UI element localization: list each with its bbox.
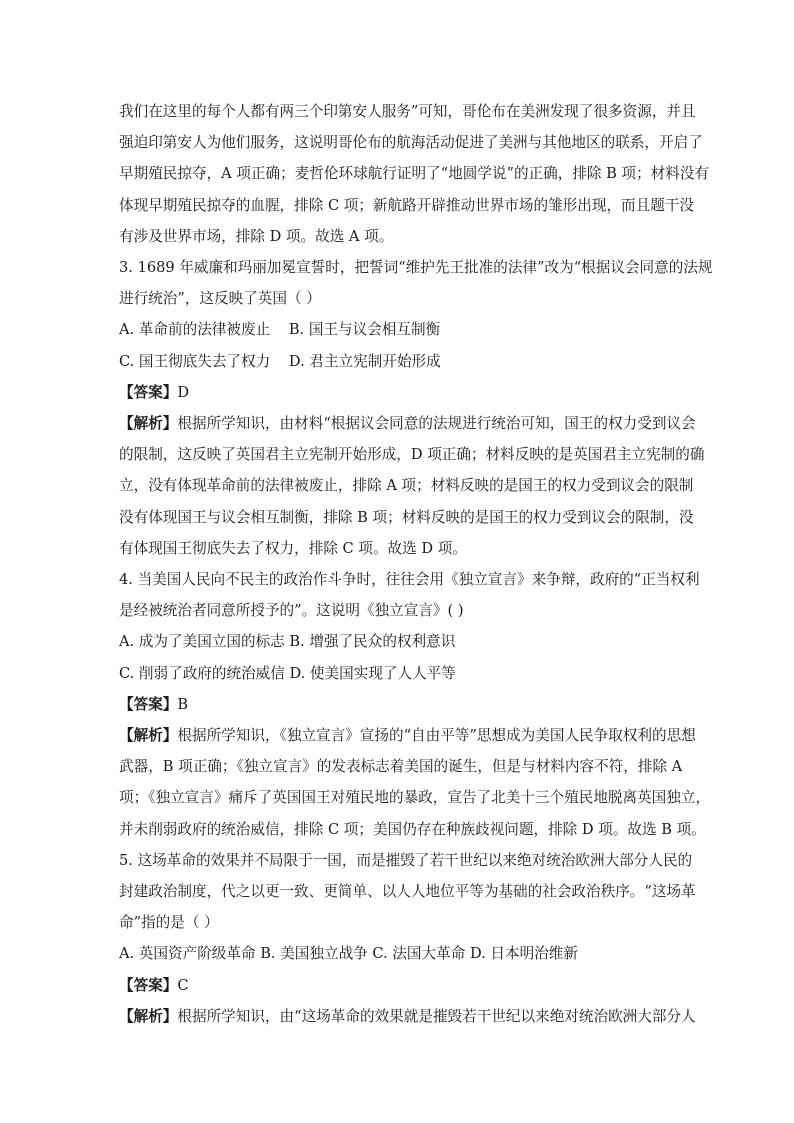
answer-value: B — [177, 695, 189, 713]
option-row — [119, 346, 679, 377]
question-line: 4. 当美国人民向不民主的政治作斗争时，往往会用《独立宣言》来争辩，政府的“正当权利 — [119, 571, 700, 589]
text-line: 有体现国王彻底失去了权力，排除 C 项。故选 D 项。 — [119, 539, 467, 557]
text-line: 根据所学知识，由“这场革命的效果就是摧毁若干世纪以来绝对统治欧洲大部分人 — [177, 1007, 696, 1025]
document-page — [119, 96, 713, 1032]
answer-value: D — [177, 383, 190, 401]
analysis-tag: 【解析】 — [119, 727, 178, 745]
answer-tag: 【答案】 — [119, 976, 178, 994]
answer-4 — [119, 689, 679, 720]
question-line: 是经被统治者同意所授予的”。这说明《独立宣言》( ) — [119, 602, 464, 620]
option-row: C. 削弱了政府的统治威信 D. 使美国实现了人人平等 — [119, 664, 456, 682]
option-c: C. 国王彻底失去了权力 — [119, 352, 271, 370]
analysis-4 — [119, 720, 711, 845]
text-line: 有涉及世界市场，排除 D 项。故选 A 项。 — [119, 227, 394, 245]
text-line: 早期殖民掠夺，A 项正确；麦哲伦环球航行证明了“地圆学说”的正确，排除 B 项；材料没有 — [119, 165, 710, 183]
text-line: 根据所学知识，由材料“根据议会同意的法规进行统治可知，国王的权力受到议会 — [177, 415, 696, 433]
question-line: 封建政治制度，代之以更一致、更简单、以人人地位平等为基础的社会政治秩序。“这场革 — [119, 883, 696, 901]
text-line: 并未削弱政府的统治威信，排除 C 项；美国仍存在种族歧视问题，排除 D 项。故选 B 项。 — [119, 820, 706, 838]
option-row — [119, 314, 679, 345]
question-line: 3. 1689 年威廉和玛丽加冕宣誓时，把誓词“维护先王批准的法律”改为“根据议会同意的法规 — [119, 259, 713, 277]
question-line: 5. 这场革命的效果并不局限于一国，而是摧毁了若干世纪以来绝对统治欧洲大部分人民的 — [119, 851, 693, 869]
text-line: 没有体现国王与议会相互制衡，排除 B 项；材料反映的是国王的权力受到议会的限制，没 — [119, 508, 694, 526]
question-3-options — [119, 314, 679, 376]
option-row: A. 成为了美国立国的标志 B. 增强了民众的权利意识 — [119, 633, 456, 651]
answer-5 — [119, 970, 679, 1001]
question-4-options — [119, 626, 679, 688]
text-line: 武器，B 项正确；《独立宣言》的发表标志着美国的诞生，但是与材料内容不符，排除 A — [119, 758, 683, 776]
text-line: 项；《独立宣言》痛斥了英国国王对殖民地的暴政，宣告了北美十三个殖民地脱离英国独立， — [119, 789, 711, 807]
analysis-tag: 【解析】 — [119, 415, 178, 433]
option-row: A. 英国资产阶级革命 B. 美国独立战争 C. 法国大革命 D. 日本明治维新 — [119, 945, 578, 963]
analysis-5 — [119, 1001, 696, 1032]
answer-tag: 【答案】 — [119, 383, 178, 401]
option-b: B. 国王与议会相互制衡 — [288, 321, 441, 339]
question-line: 进行统治”，这反映了英国（ ） — [119, 290, 321, 308]
option-d: D. 君主立宪制开始形成 — [288, 352, 441, 370]
option-a: A. 革命前的法律被废止 — [119, 321, 271, 339]
text-line: 强迫印第安人为他们服务，这说明哥伦布的航海活动促进了美洲与其他地区的联系，开启了 — [119, 134, 703, 152]
analysis-3 — [119, 408, 705, 564]
analysis-tag: 【解析】 — [119, 1007, 178, 1025]
answer-3 — [119, 377, 679, 408]
answer-value: C — [177, 976, 189, 994]
text-line: 立，没有体现革命前的法律被废止，排除 A 项；材料反映的是国王的权力受到议会的限制 — [119, 477, 694, 495]
text-line: 我们在这里的每个人都有两三个印第安人服务”可知，哥伦布在美洲发现了很多资源，并且 — [119, 103, 696, 120]
text-line: 根据所学知识，《独立宣言》宣扬的“自由平等”思想成为美国人民争取权利的思想 — [177, 727, 696, 745]
answer-tag: 【答案】 — [119, 695, 178, 713]
analysis-continuation — [119, 96, 710, 252]
question-5-options — [119, 938, 679, 969]
question-3 — [119, 252, 713, 314]
text-line: 体现早期殖民掠夺的血腥，排除 C 项；新航路开辟推动世界市场的雏形出现，而且题干没 — [119, 196, 695, 214]
question-line: 命”指的是（ ） — [119, 914, 219, 932]
question-4 — [119, 564, 700, 626]
question-5 — [119, 845, 696, 939]
text-line: 的限制，这反映了英国君主立宪制开始形成，D 项正确；材料反映的是英国君主立宪制的确 — [119, 446, 705, 464]
